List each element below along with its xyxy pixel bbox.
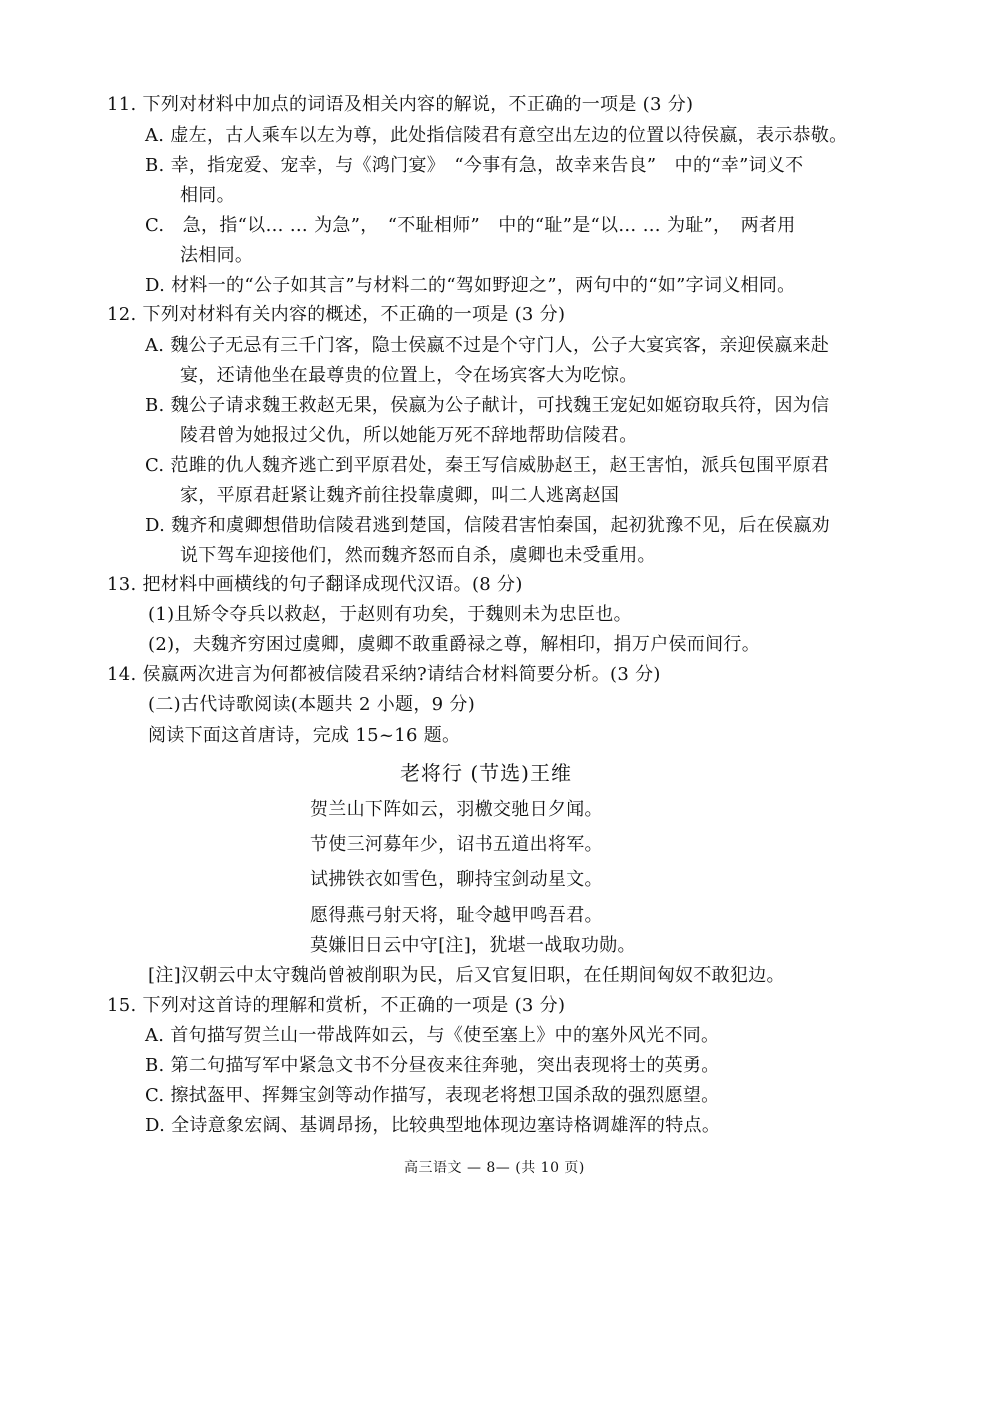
poem-title: 老将行 (节选)王维	[400, 761, 572, 785]
q12-option-d: D. 魏齐和虞卿想借助信陵君逃到楚国，信陵君害怕秦国，起初犹豫不见，后在侯嬴劝	[145, 515, 830, 536]
poem-line-3: 试拂铁衣如雪色，聊持宝剑动星文。	[310, 869, 603, 890]
q15-option-c: C. 擦拭盔甲、挥舞宝剑等动作描写，表现老将想卫国杀敌的强烈愿望。	[145, 1085, 720, 1106]
q12-option-c-cont: 家，平原君赶紧让魏齐前往投靠虞卿，叫二人逃离赵国	[180, 485, 620, 506]
poem-line-1: 贺兰山下阵如云，羽檄交驰日夕闻。	[310, 799, 603, 820]
q15-option-b: B. 第二句描写军中紧急文书不分昼夜来往奔驰，突出表现将士的英勇。	[145, 1055, 720, 1076]
q15-option-d: D. 全诗意象宏阔、基调昂扬，比较典型地体现边塞诗格调雄浑的特点。	[145, 1115, 721, 1136]
poem-line-4: 愿得燕弓射天将，耻令越甲鸣吾君。	[310, 905, 603, 926]
q11-option-b-cont: 相同。	[180, 185, 235, 206]
q15-stem: 15. 下列对这首诗的理解和赏析，不正确的一项是 (3 分)	[107, 995, 566, 1016]
q15-option-a: A. 首句描写贺兰山一带战阵如云，与《使至塞上》中的塞外风光不同。	[145, 1025, 720, 1046]
q11-option-c: C. 急，指“以… … 为急”， “不耻相师” 中的“耻”是“以… … 为耻”， 两者用	[145, 215, 796, 236]
q11-option-b: B. 幸，指宠爱、宠幸，与《鸿门宴》 “今事有急，故幸来告良” 中的“幸”词义不	[145, 155, 804, 176]
poem-line-5: 莫嫌旧日云中守[注]，犹堪一战取功勋。	[310, 935, 636, 956]
q12-option-a-cont: 宴，还请他坐在最尊贵的位置上，令在场宾客大为吃惊。	[180, 365, 638, 386]
q13-sentence-2: (2)，夫魏齐穷困过虞卿，虞卿不敢重爵禄之尊，解相印，捐万户侯而间行。	[148, 634, 760, 655]
q11-option-a: A. 虚左，古人乘车以左为尊，此处指信陵君有意空出左边的位置以待侯嬴，表示恭敬。	[145, 125, 848, 146]
section-heading: (二)古代诗歌阅读(本题共 2 小题，9 分)	[148, 694, 476, 715]
q13-stem: 13. 把材料中画横线的句子翻译成现代汉语。(8 分)	[107, 574, 523, 595]
poem-note: [注]汉朝云中太守魏尚曾被削职为民，后又官复旧职，在任期间匈奴不敢犯边。	[148, 965, 785, 986]
q12-option-b: B. 魏公子请求魏王救赵无果，侯嬴为公子献计，可找魏王宠妃如姬窃取兵符，因为信	[145, 395, 830, 416]
q12-option-c: C. 范雎的仇人魏齐逃亡到平原君处，秦王写信威胁赵王，赵王害怕，派兵包围平原君	[145, 455, 830, 476]
q13-sentence-1: (1)且矫令夺兵以救赵，于赵则有功矣，于魏则未为忠臣也。	[148, 604, 632, 625]
q12-option-d-cont: 说下驾车迎接他们，然而魏齐怒而自杀，虞卿也未受重用。	[180, 545, 656, 566]
poem-line-2: 节使三河募年少，诏书五道出将军。	[310, 834, 603, 855]
q11-stem: 11. 下列对材料中加点的词语及相关内容的解说，不正确的一项是 (3 分)	[107, 94, 694, 115]
section-instruction: 阅读下面这首唐诗，完成 15~16 题。	[148, 725, 461, 746]
q12-stem: 12. 下列对材料有关内容的概述，不正确的一项是 (3 分)	[107, 304, 566, 325]
q12-option-b-cont: 陵君曾为她报过父仇，所以她能万死不辞地帮助信陵君。	[180, 425, 638, 446]
q11-option-c-cont: 法相同。	[180, 245, 254, 266]
q12-option-a: A. 魏公子无忌有三千门客，隐士侯嬴不过是个守门人，公子大宴宾客，亲迎侯嬴来赴	[145, 335, 830, 356]
q14-stem: 14. 侯嬴两次进言为何都被信陵君采纳?请结合材料简要分析。(3 分)	[107, 664, 661, 685]
q11-option-d: D. 材料一的“公子如其言”与材料二的“驾如野迎之”，两句中的“如”字词义相同。	[145, 275, 796, 296]
page-footer: 高三语文 — 8— (共 10 页)	[404, 1160, 585, 1176]
